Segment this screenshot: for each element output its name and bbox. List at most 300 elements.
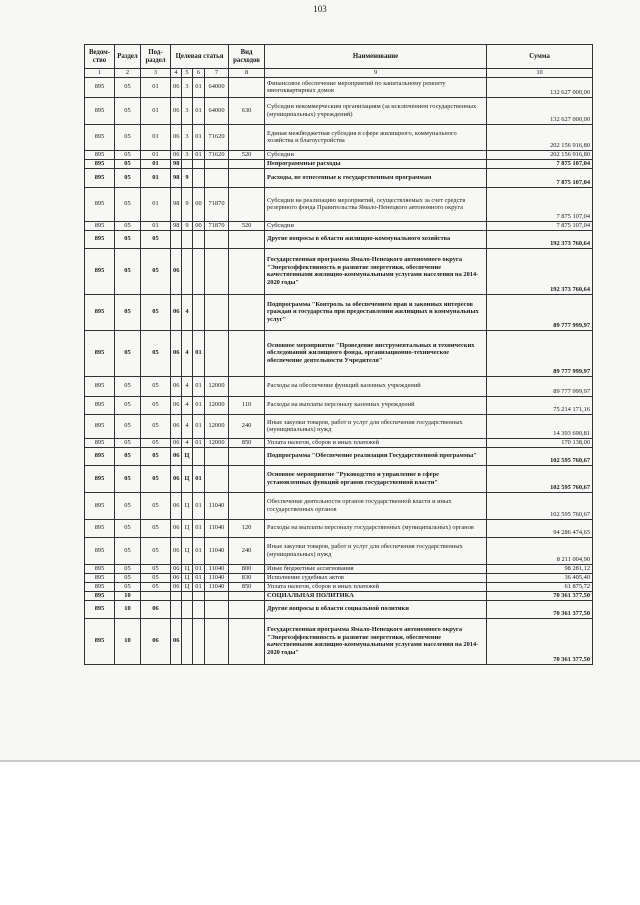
table-row: [85, 519, 593, 537]
cell-name: Государственная программа Ямало-Ненецкого автономного округа "Энергоэффективность и развитие энергетики, обеспечение качественными жилищно-коммунальными услугами населения на 2014-2020 годы": [265, 248, 487, 294]
cell-podrazdel: 05: [141, 248, 171, 294]
cell-vid: 850: [229, 582, 265, 591]
cell-celevaya-2: 3: [182, 150, 193, 159]
cell-celevaya-4: 11040: [205, 582, 229, 591]
cell-vedomstvo: 895: [85, 376, 115, 396]
table-row: [85, 591, 593, 600]
cell-vid: [229, 168, 265, 187]
cell-podrazdel: 05: [141, 294, 171, 330]
cell-razdel: 05: [115, 376, 141, 396]
cell-celevaya-4: [205, 618, 229, 664]
cell-razdel: 05: [115, 396, 141, 414]
table-row: [85, 600, 593, 618]
cell-vedomstvo: 895: [85, 97, 115, 124]
column-number-cell: 4: [171, 69, 182, 78]
cell-razdel: 05: [115, 124, 141, 150]
cell-name: Государственная программа Ямало-Ненецкого автономного округа "Энергоэффективность и развитие энергетики, обеспечение качественными жилищно-коммунальными услугами населения на 2014-2020 годы": [265, 618, 487, 664]
cell-name: Другие вопросы в области жилищно-коммунального хозяйства: [265, 230, 487, 248]
table-row: [85, 77, 593, 97]
cell-razdel: 05: [115, 77, 141, 97]
cell-vid: [229, 600, 265, 618]
cell-razdel: 05: [115, 150, 141, 159]
cell-podrazdel: 05: [141, 573, 171, 582]
column-number-cell: 6: [193, 69, 205, 78]
cell-podrazdel: 06: [141, 600, 171, 618]
cell-name: Финансовое обеспечение мероприятий по капитальному ремонту многоквартирных домов: [265, 77, 487, 97]
cell-celevaya-2: [182, 618, 193, 664]
cell-celevaya-1: 98: [171, 187, 182, 221]
cell-celevaya-2: Ц: [182, 519, 193, 537]
table-row: [85, 438, 593, 447]
header-vedomstvo: Ведом-ство: [85, 45, 115, 69]
cell-podrazdel: 01: [141, 168, 171, 187]
cell-celevaya-4: [205, 330, 229, 376]
table-body: [85, 77, 593, 664]
cell-vid: [229, 294, 265, 330]
cell-celevaya-2: Ц: [182, 465, 193, 492]
cell-sum: 70 361 377,50: [487, 600, 593, 618]
cell-razdel: 05: [115, 447, 141, 465]
cell-celevaya-4: 11040: [205, 537, 229, 564]
cell-vedomstvo: 895: [85, 582, 115, 591]
cell-vid: 110: [229, 396, 265, 414]
cell-vedomstvo: 895: [85, 414, 115, 438]
cell-razdel: 05: [115, 221, 141, 230]
cell-podrazdel: 01: [141, 124, 171, 150]
cell-vedomstvo: 895: [85, 187, 115, 221]
cell-vid: 520: [229, 150, 265, 159]
column-number-cell: 9: [265, 69, 487, 78]
cell-sum: 132 627 000,00: [487, 97, 593, 124]
cell-celevaya-2: [182, 230, 193, 248]
cell-sum: 89 777 999,97: [487, 330, 593, 376]
table-row: [85, 330, 593, 376]
cell-celevaya-2: [182, 600, 193, 618]
cell-podrazdel: 05: [141, 519, 171, 537]
cell-celevaya-3: 00: [193, 221, 205, 230]
cell-razdel: 05: [115, 438, 141, 447]
cell-name: Субсидии: [265, 150, 487, 159]
cell-vedomstvo: 895: [85, 492, 115, 519]
column-number-cell: 1: [85, 69, 115, 78]
cell-celevaya-3: [193, 294, 205, 330]
cell-vid: [229, 248, 265, 294]
cell-celevaya-1: 06: [171, 150, 182, 159]
cell-name: Уплата налогов, сборов и иных платежей: [265, 438, 487, 447]
cell-celevaya-4: 11040: [205, 564, 229, 573]
cell-celevaya-4: 71620: [205, 124, 229, 150]
cell-celevaya-1: 06: [171, 447, 182, 465]
cell-razdel: 10: [115, 591, 141, 600]
table-row: [85, 168, 593, 187]
cell-celevaya-4: 64000: [205, 77, 229, 97]
cell-name: Подпрограмма "Контроль за обеспечением прав и законных интересов граждан и государства при предоставлении жилищных и коммунальных услуг": [265, 294, 487, 330]
cell-vedomstvo: 895: [85, 230, 115, 248]
cell-vedomstvo: 895: [85, 150, 115, 159]
cell-celevaya-3: 01: [193, 438, 205, 447]
cell-celevaya-1: 06: [171, 573, 182, 582]
cell-celevaya-2: 9: [182, 187, 193, 221]
cell-podrazdel: 05: [141, 230, 171, 248]
cell-celevaya-3: 01: [193, 414, 205, 438]
cell-sum: 94 286 474,65: [487, 519, 593, 537]
cell-celevaya-4: 64000: [205, 97, 229, 124]
cell-celevaya-1: [171, 591, 182, 600]
cell-celevaya-3: 01: [193, 376, 205, 396]
cell-celevaya-2: 4: [182, 414, 193, 438]
cell-razdel: 05: [115, 187, 141, 221]
cell-podrazdel: 01: [141, 221, 171, 230]
cell-celevaya-2: 4: [182, 438, 193, 447]
table-row: [85, 618, 593, 664]
cell-vid: [229, 492, 265, 519]
cell-celevaya-3: 01: [193, 492, 205, 519]
cell-celevaya-3: 01: [193, 537, 205, 564]
cell-vedomstvo: 895: [85, 294, 115, 330]
cell-sum: 202 156 916,80: [487, 124, 593, 150]
cell-vedomstvo: 895: [85, 600, 115, 618]
cell-sum: 192 373 760,64: [487, 230, 593, 248]
table-row: [85, 248, 593, 294]
cell-celevaya-1: 06: [171, 414, 182, 438]
table-row: [85, 97, 593, 124]
cell-vid: 120: [229, 519, 265, 537]
cell-vedomstvo: 895: [85, 447, 115, 465]
cell-name: Основное мероприятие "Проведение инструментальных и технических обследований жилищного фонда, организационно-техническое обеспечение деятельности Учредителя": [265, 330, 487, 376]
cell-name: СОЦИАЛЬНАЯ ПОЛИТИКА: [265, 591, 487, 600]
cell-celevaya-4: 11040: [205, 573, 229, 582]
cell-celevaya-3: 01: [193, 396, 205, 414]
table-row: [85, 582, 593, 591]
cell-sum: 170 138,00: [487, 438, 593, 447]
column-number-cell: 10: [487, 69, 593, 78]
cell-celevaya-2: Ц: [182, 447, 193, 465]
cell-podrazdel: 05: [141, 447, 171, 465]
cell-razdel: 10: [115, 600, 141, 618]
column-number-cell: 8: [229, 69, 265, 78]
cell-celevaya-3: 00: [193, 187, 205, 221]
cell-vedomstvo: 895: [85, 77, 115, 97]
cell-sum: 70 361 377,50: [487, 618, 593, 664]
cell-sum: 192 373 760,64: [487, 248, 593, 294]
cell-name: Субсидии: [265, 221, 487, 230]
cell-vid: [229, 465, 265, 492]
cell-celevaya-3: 01: [193, 124, 205, 150]
table-row: [85, 564, 593, 573]
cell-celevaya-3: [193, 168, 205, 187]
table-row: [85, 396, 593, 414]
cell-celevaya-1: 06: [171, 376, 182, 396]
table-row: [85, 124, 593, 150]
cell-razdel: 05: [115, 168, 141, 187]
cell-celevaya-1: 06: [171, 618, 182, 664]
cell-sum: 89 777 999,97: [487, 294, 593, 330]
cell-celevaya-1: 06: [171, 438, 182, 447]
cell-vedomstvo: 895: [85, 396, 115, 414]
cell-celevaya-1: 98: [171, 159, 182, 168]
cell-vid: 830: [229, 573, 265, 582]
cell-celevaya-2: Ц: [182, 492, 193, 519]
cell-razdel: 05: [115, 159, 141, 168]
cell-podrazdel: 01: [141, 77, 171, 97]
cell-celevaya-1: 06: [171, 537, 182, 564]
cell-sum: 132 627 000,00: [487, 77, 593, 97]
cell-vedomstvo: 895: [85, 159, 115, 168]
table-row: [85, 465, 593, 492]
cell-celevaya-1: 06: [171, 492, 182, 519]
cell-celevaya-2: [182, 591, 193, 600]
cell-vid: [229, 124, 265, 150]
cell-celevaya-1: 06: [171, 330, 182, 376]
cell-celevaya-1: [171, 600, 182, 618]
cell-celevaya-4: 11040: [205, 492, 229, 519]
cell-name: Субсидии на реализацию мероприятий, осуществляемых за счет средств резервного фонда Правительства Ямало-Ненецкого автономного округа: [265, 187, 487, 221]
cell-celevaya-2: 3: [182, 97, 193, 124]
cell-celevaya-3: [193, 230, 205, 248]
cell-razdel: 05: [115, 519, 141, 537]
cell-celevaya-1: 06: [171, 97, 182, 124]
cell-celevaya-4: [205, 447, 229, 465]
cell-celevaya-2: 4: [182, 376, 193, 396]
cell-celevaya-1: [171, 230, 182, 248]
cell-sum: 14 393 690,81: [487, 414, 593, 438]
cell-celevaya-1: 06: [171, 582, 182, 591]
cell-vid: [229, 330, 265, 376]
cell-podrazdel: 05: [141, 465, 171, 492]
cell-celevaya-3: [193, 159, 205, 168]
cell-razdel: 10: [115, 618, 141, 664]
cell-sum: 36 405,40: [487, 573, 593, 582]
cell-name: Расходы на выплаты персоналу государственных (муниципальных) органов: [265, 519, 487, 537]
cell-vid: [229, 187, 265, 221]
cell-celevaya-4: [205, 248, 229, 294]
cell-vedomstvo: 895: [85, 591, 115, 600]
cell-celevaya-4: 12000: [205, 438, 229, 447]
cell-vid: [229, 591, 265, 600]
cell-celevaya-2: 3: [182, 77, 193, 97]
cell-celevaya-2: 4: [182, 330, 193, 376]
cell-vedomstvo: 895: [85, 248, 115, 294]
cell-celevaya-4: 71620: [205, 150, 229, 159]
cell-podrazdel: 05: [141, 376, 171, 396]
cell-sum: 102 595 760,67: [487, 465, 593, 492]
cell-vedomstvo: 895: [85, 465, 115, 492]
cell-vid: 240: [229, 414, 265, 438]
cell-vid: 520: [229, 221, 265, 230]
cell-vedomstvo: 895: [85, 618, 115, 664]
table-row: [85, 187, 593, 221]
cell-celevaya-3: 01: [193, 77, 205, 97]
cell-celevaya-1: 06: [171, 294, 182, 330]
header-celevaya: Целевая статья: [171, 45, 229, 69]
column-number-cell: 5: [182, 69, 193, 78]
cell-sum: 7 875 107,04: [487, 187, 593, 221]
cell-name: Иные бюджетные ассигнования: [265, 564, 487, 573]
header-name: Наименование: [265, 45, 487, 69]
table-row: [85, 294, 593, 330]
cell-celevaya-2: 9: [182, 168, 193, 187]
cell-celevaya-4: [205, 600, 229, 618]
column-number-cell: 7: [205, 69, 229, 78]
column-number-cell: 3: [141, 69, 171, 78]
cell-celevaya-3: 01: [193, 573, 205, 582]
cell-name: Уплата налогов, сборов и иных платежей: [265, 582, 487, 591]
cell-podrazdel: 01: [141, 159, 171, 168]
cell-celevaya-2: 3: [182, 124, 193, 150]
cell-celevaya-2: Ц: [182, 564, 193, 573]
cell-razdel: 05: [115, 537, 141, 564]
cell-celevaya-3: [193, 618, 205, 664]
cell-sum: 7 875 107,04: [487, 159, 593, 168]
cell-celevaya-3: 01: [193, 519, 205, 537]
cell-vid: [229, 77, 265, 97]
cell-celevaya-2: Ц: [182, 573, 193, 582]
cell-podrazdel: 05: [141, 438, 171, 447]
table-row: [85, 447, 593, 465]
cell-celevaya-1: 98: [171, 221, 182, 230]
table-row: [85, 414, 593, 438]
scan-edge: [0, 760, 640, 762]
cell-podrazdel: 05: [141, 330, 171, 376]
cell-celevaya-3: 01: [193, 330, 205, 376]
table-row: [85, 573, 593, 582]
cell-celevaya-3: [193, 447, 205, 465]
cell-razdel: 05: [115, 573, 141, 582]
cell-celevaya-1: 06: [171, 564, 182, 573]
cell-celevaya-3: [193, 600, 205, 618]
cell-vedomstvo: 895: [85, 221, 115, 230]
cell-name: Расходы, не отнесенные к государственным программам: [265, 168, 487, 187]
table-row: [85, 492, 593, 519]
cell-vedomstvo: 895: [85, 573, 115, 582]
cell-celevaya-3: [193, 591, 205, 600]
cell-sum: 102 595 760,67: [487, 492, 593, 519]
cell-celevaya-4: 11040: [205, 519, 229, 537]
cell-celevaya-4: [205, 230, 229, 248]
cell-vedomstvo: 895: [85, 438, 115, 447]
cell-sum: 89 777 999,97: [487, 376, 593, 396]
cell-sum: 202 156 916,80: [487, 150, 593, 159]
header-podrazdel: Под-раздел: [141, 45, 171, 69]
cell-celevaya-1: 06: [171, 124, 182, 150]
cell-vedomstvo: 895: [85, 519, 115, 537]
cell-celevaya-3: 01: [193, 582, 205, 591]
cell-celevaya-4: 12000: [205, 396, 229, 414]
cell-vid: [229, 618, 265, 664]
cell-vedomstvo: 895: [85, 537, 115, 564]
cell-podrazdel: 05: [141, 537, 171, 564]
cell-sum: 98 281,12: [487, 564, 593, 573]
cell-name: Иные закупки товаров, работ и услуг для обеспечения государственных (муниципальных) нужд: [265, 537, 487, 564]
cell-sum: 7 875 107,04: [487, 168, 593, 187]
cell-razdel: 05: [115, 230, 141, 248]
cell-name: Исполнение судебных актов: [265, 573, 487, 582]
header-vid: Вид расходов: [229, 45, 265, 69]
cell-celevaya-3: [193, 248, 205, 294]
cell-vedomstvo: 895: [85, 564, 115, 573]
cell-razdel: 05: [115, 414, 141, 438]
header-row: [85, 45, 593, 69]
cell-podrazdel: 01: [141, 187, 171, 221]
cell-name: Иные закупки товаров, работ и услуг для обеспечения государственных (муниципальных) нужд: [265, 414, 487, 438]
cell-celevaya-4: [205, 294, 229, 330]
cell-name: Обеспечение деятельности органов государственной власти и иных государственных органов: [265, 492, 487, 519]
cell-name: Основное мероприятие "Руководство и управление в сфере установленных функций органов государственной власти": [265, 465, 487, 492]
page-number: 103: [313, 4, 327, 14]
cell-name: Субсидии некоммерческим организациям (за исключением государственных (муниципальных) учреждений): [265, 97, 487, 124]
column-number-cell: 2: [115, 69, 141, 78]
cell-podrazdel: 05: [141, 396, 171, 414]
header-razdel: Раздел: [115, 45, 141, 69]
cell-celevaya-2: [182, 159, 193, 168]
cell-vedomstvo: 895: [85, 330, 115, 376]
cell-razdel: 05: [115, 564, 141, 573]
cell-celevaya-3: 01: [193, 150, 205, 159]
cell-vid: [229, 376, 265, 396]
cell-celevaya-4: [205, 168, 229, 187]
table-row: [85, 376, 593, 396]
cell-celevaya-4: [205, 591, 229, 600]
cell-celevaya-4: 12000: [205, 414, 229, 438]
cell-razdel: 05: [115, 465, 141, 492]
cell-celevaya-2: 9: [182, 221, 193, 230]
header-summa: Сумма: [487, 45, 593, 69]
cell-vedomstvo: 895: [85, 168, 115, 187]
cell-vid: 630: [229, 97, 265, 124]
cell-vid: [229, 230, 265, 248]
cell-sum: 8 211 004,90: [487, 537, 593, 564]
cell-celevaya-3: 01: [193, 97, 205, 124]
cell-name: Единая межбюджетная субсидия в сфере жилищного, коммунального хозяйства и благоустройства: [265, 124, 487, 150]
table-row: [85, 159, 593, 168]
cell-name: Другие вопросы в области социальной политики: [265, 600, 487, 618]
cell-vedomstvo: 895: [85, 124, 115, 150]
cell-podrazdel: 01: [141, 97, 171, 124]
cell-razdel: 05: [115, 294, 141, 330]
cell-celevaya-1: 06: [171, 77, 182, 97]
column-number-row: [85, 69, 593, 78]
cell-razdel: 05: [115, 97, 141, 124]
cell-celevaya-1: 06: [171, 465, 182, 492]
cell-podrazdel: 05: [141, 582, 171, 591]
cell-name: Расходы на обеспечение функций казенных учреждений: [265, 376, 487, 396]
cell-celevaya-1: 06: [171, 519, 182, 537]
table-row: [85, 150, 593, 159]
cell-celevaya-4: 71870: [205, 221, 229, 230]
cell-celevaya-4: [205, 465, 229, 492]
cell-sum: 7 875 107,04: [487, 221, 593, 230]
cell-celevaya-4: 71870: [205, 187, 229, 221]
cell-name: Подпрограмма "Обеспечение реализации Государственной программы": [265, 447, 487, 465]
cell-name: Непрограммные расходы: [265, 159, 487, 168]
cell-vid: [229, 447, 265, 465]
cell-celevaya-2: Ц: [182, 582, 193, 591]
cell-sum: 102 595 760,67: [487, 447, 593, 465]
cell-celevaya-2: 4: [182, 294, 193, 330]
cell-vid: 800: [229, 564, 265, 573]
cell-razdel: 05: [115, 330, 141, 376]
cell-name: Расходы на выплаты персоналу казенных учреждений: [265, 396, 487, 414]
cell-celevaya-3: 01: [193, 564, 205, 573]
cell-podrazdel: 06: [141, 618, 171, 664]
cell-celevaya-2: Ц: [182, 537, 193, 564]
cell-celevaya-4: 12000: [205, 376, 229, 396]
cell-vid: [229, 159, 265, 168]
table-row: [85, 221, 593, 230]
cell-sum: 70 361 377,50: [487, 591, 593, 600]
cell-vid: 850: [229, 438, 265, 447]
cell-vid: 240: [229, 537, 265, 564]
